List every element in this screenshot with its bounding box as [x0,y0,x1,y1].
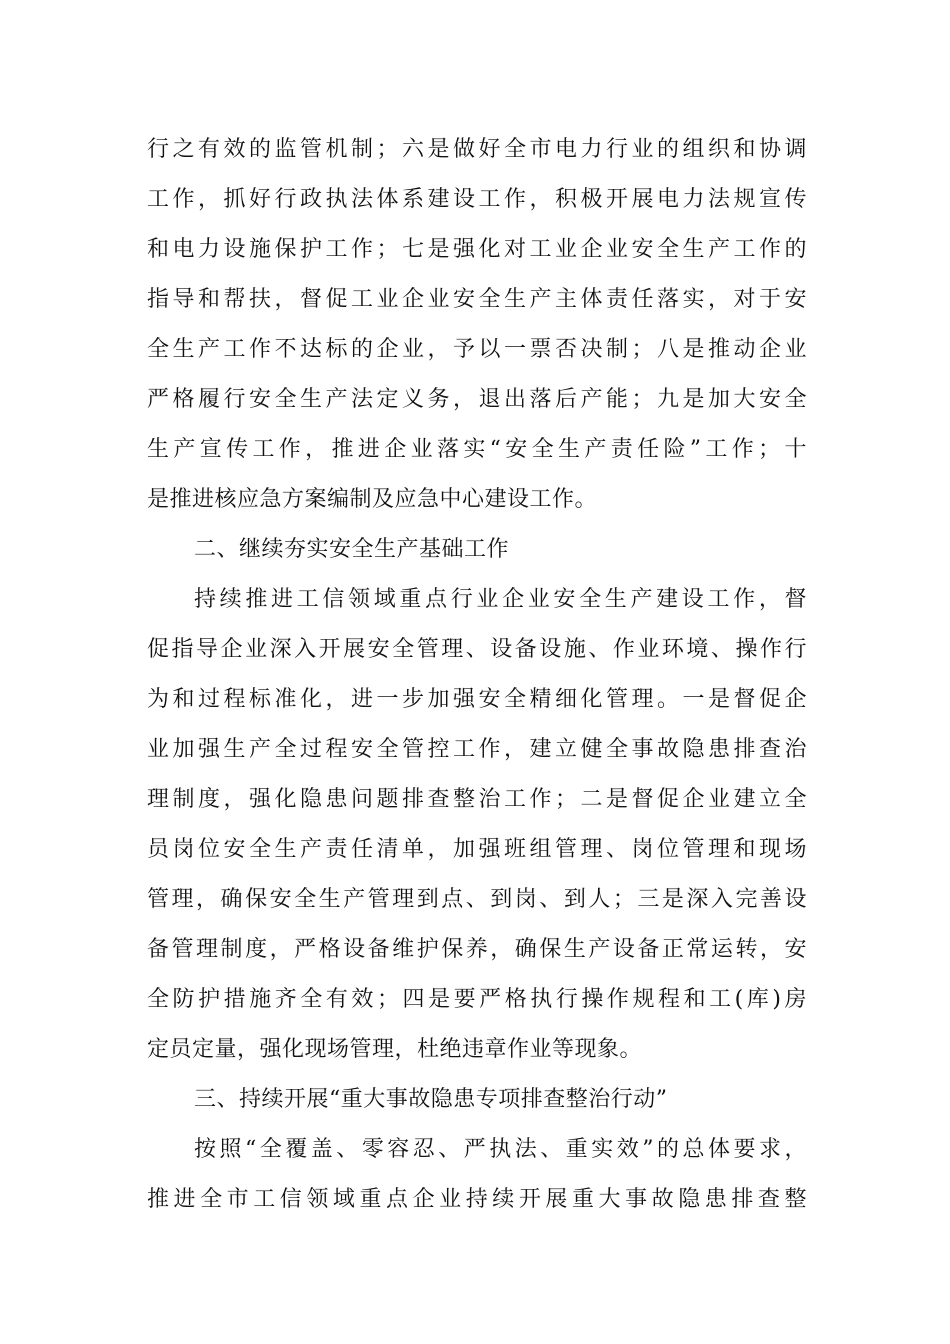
section-heading: 三、持续开展“重大事故隐患专项排查整治行动” [194,1087,668,1112]
paragraph-line: 业加强生产全过程安全管控工作，建立健全事故隐患排查治 [147,737,807,762]
paragraph-line: 员岗位安全生产责任清单，加强班组管理、岗位管理和现场 [147,837,807,862]
paragraph-line: 管理，确保安全生产管理到点、到岗、到人；三是深入完善设 [147,887,807,912]
paragraph-line: 促指导企业深入开展安全管理、设备设施、作业环境、操作行 [147,637,807,662]
paragraph-line: 工作，抓好行政执法体系建设工作，积极开展电力法规宣传 [147,187,807,212]
paragraph-line: 推进全市工信领域重点企业持续开展重大事故隐患排查整 [147,1187,807,1212]
section-heading: 二、继续夯实安全生产基础工作 [194,537,510,562]
paragraph-line: 理制度，强化隐患问题排查整治工作；二是督促企业建立全 [147,787,807,812]
paragraph-line: 全防护措施齐全有效；四是要严格执行操作规程和工(库)房 [147,987,807,1012]
paragraph-line: 定员定量，强化现场管理，杜绝违章作业等现象。 [147,1037,643,1062]
paragraph-line: 是推进核应急方案编制及应急中心建设工作。 [147,487,598,512]
paragraph-line: 按照“全覆盖、零容忍、严执法、重实效”的总体要求， [194,1137,807,1162]
document-body [147,125,807,1225]
paragraph-line: 持续推进工信领域重点行业企业安全生产建设工作，督 [194,587,807,612]
paragraph-line: 全生产工作不达标的企业，予以一票否决制；八是推动企业 [147,337,807,362]
paragraph-line: 严格履行安全生产法定义务，退出落后产能；九是加大安全 [147,387,807,412]
paragraph-line: 为和过程标准化，进一步加强安全精细化管理。一是督促企 [147,687,807,712]
paragraph-line: 指导和帮扶，督促工业企业安全生产主体责任落实，对于安 [147,287,807,312]
paragraph-line: 行之有效的监管机制；六是做好全市电力行业的组织和协调 [147,137,807,162]
paragraph-line: 备管理制度，严格设备维护保养，确保生产设备正常运转，安 [147,937,807,962]
paragraph-line: 和电力设施保护工作；七是强化对工业企业安全生产工作的 [147,237,807,262]
paragraph-line: 生产宣传工作，推进企业落实“安全生产责任险”工作；十 [147,437,807,462]
